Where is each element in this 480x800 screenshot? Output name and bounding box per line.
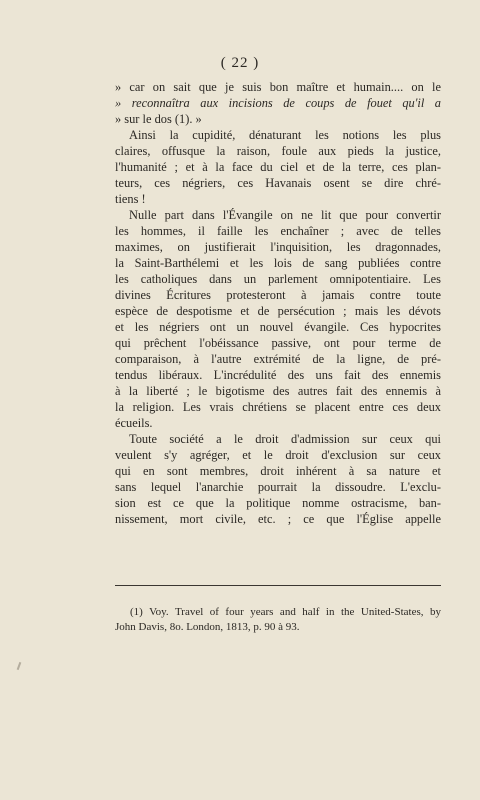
text-line: Nulle part dans l'Évangile on ne lit que pour convertir xyxy=(129,208,441,222)
text-line: maximes, on justifierait l'inquisition, les dragonnades, xyxy=(115,240,441,254)
text-line: teurs, ces négriers, ces Havanais osent se dire chré- xyxy=(115,176,441,190)
text-line: » car on sait que je suis bon maître et humain.... on le xyxy=(115,80,441,94)
margin-mark xyxy=(17,662,22,670)
page-number: ( 22 ) xyxy=(220,55,260,71)
text-line: claires, offusque la raison, foule aux pieds la justice, xyxy=(115,144,441,158)
footnote-line: (1) Voy. Travel of four years and half in the United-States, by xyxy=(130,606,441,618)
text-line: comparaison, à l'autre extrémité de la ligne, de pré- xyxy=(115,352,441,366)
text-line: nissement, mort civile, etc. ; ce que l'Église appelle xyxy=(115,512,441,526)
footnote xyxy=(115,605,441,635)
text-line: qui en sont membres, droit inhérent à sa nature et xyxy=(115,464,441,478)
text-line: » reconnaîtra aux incisions de coups de fouet qu'il a xyxy=(115,96,441,110)
main-text xyxy=(115,79,441,527)
text-line: qui prêchent l'obéissance passive, ont pour terme de xyxy=(115,336,441,350)
text-line: l'humanité ; et à la face du ciel et de la terre, ces plan- xyxy=(115,160,441,174)
text-line: et les négriers ont un nouvel évangile. Ces hypocrites xyxy=(115,320,441,334)
text-line: Ainsi la cupidité, dénaturant les notions les plus xyxy=(129,128,441,142)
text-line: tiens ! xyxy=(115,192,146,206)
text-line: la Saint-Barthélemi et les lois de sang publiées contre xyxy=(115,256,441,270)
text-line: tendus libéraux. L'incrédulité des uns fait des ennemis xyxy=(115,368,441,382)
footnote-line: John Davis, 8o. London, 1813, p. 90 à 93. xyxy=(115,621,300,633)
text-line: divines Écritures protesteront à jamais contre toute xyxy=(115,288,441,302)
text-line: écueils. xyxy=(115,416,153,430)
text-line: sion est ce que la politique nomme ostracisme, ban- xyxy=(115,496,441,510)
text-line: à la liberté ; le bigotisme des autres fait des ennemis à xyxy=(115,384,441,398)
text-line: veulent s'y agréger, et le droit d'exclusion sur ceux xyxy=(115,448,441,462)
text-line: espèce de despotisme et de persécution ; mais les dévots xyxy=(115,304,441,318)
footnote-separator xyxy=(115,585,441,586)
text-line: les catholiques dans un parlement omnipotentiaire. Les xyxy=(115,272,441,286)
text-line: sans lequel l'anarchie pourrait la dissoudre. L'exclu- xyxy=(115,480,441,494)
text-line: » sur le dos (1). » xyxy=(115,112,202,126)
text-line: les hommes, il faille les enchaîner ; avec de telles xyxy=(115,224,441,238)
text-line: la religion. Les vrais chrétiens se placent entre ces deux xyxy=(115,400,441,414)
text-line: Toute société a le droit d'admission sur ceux qui xyxy=(129,432,441,446)
